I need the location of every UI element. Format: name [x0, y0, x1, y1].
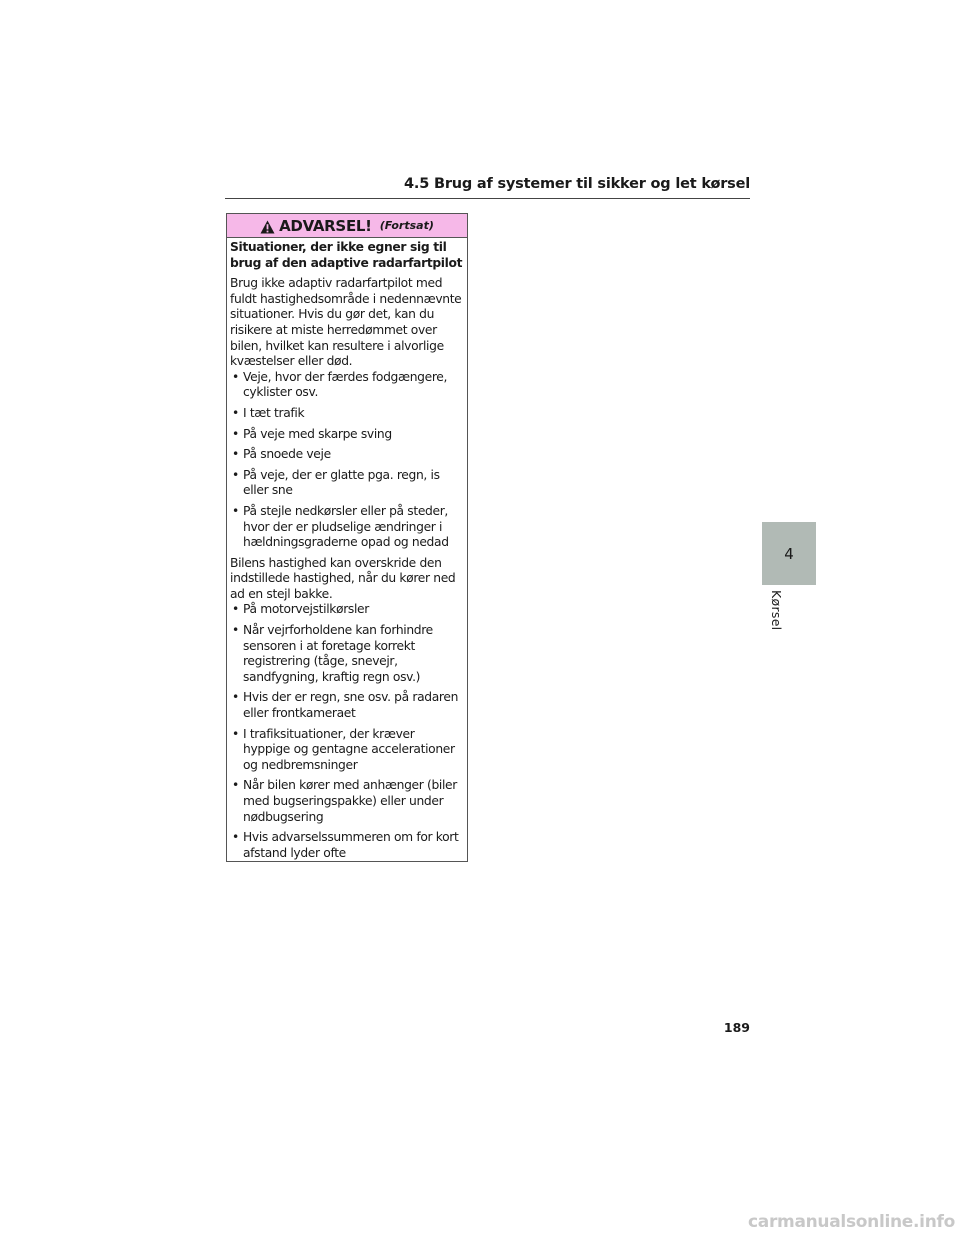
list-item-text: Hvis der er regn, sne osv. på radaren eller frontkameraet	[243, 690, 459, 721]
warning-subheading: Situationer, der ikke egner sig til brug af den adaptive radarfartpilot	[230, 240, 463, 270]
list-item-text: På snoede veje	[243, 447, 331, 462]
bullet-icon: •	[232, 602, 239, 617]
chapter-number: 4	[784, 544, 794, 563]
bullet-icon: •	[232, 447, 239, 462]
chapter-label: Kørsel	[769, 590, 784, 631]
list-item-text: På motorvejstilkørsler	[243, 602, 369, 617]
list-item-text: I trafiksituationer, der kræver hyppige og gentagne accelerationer og nedbremsninger	[243, 726, 455, 772]
bullet-icon: •	[232, 690, 239, 705]
list-item	[230, 468, 464, 499]
list-item	[230, 447, 464, 463]
list-item-text: Veje, hvor der færdes fodgængere, cyklister osv.	[243, 369, 448, 400]
section-header: 4.5 Brug af systemer til sikker og let kørsel	[404, 176, 750, 192]
warning-note: Bilens hastighed kan overskride den indstillede hastighed, når du kører ned ad en stejl bakke.	[230, 555, 456, 601]
list-item	[230, 778, 464, 825]
list-item	[230, 370, 464, 401]
list-item-text: I tæt trafik	[243, 405, 305, 420]
bullet-icon: •	[232, 426, 239, 441]
bullet-icon: •	[232, 369, 239, 384]
list-item	[230, 406, 464, 422]
bullet-icon: •	[232, 778, 239, 793]
list-item	[230, 602, 464, 618]
warning-box	[226, 213, 468, 862]
warning-triangle-icon	[260, 219, 275, 233]
bullet-icon: •	[232, 503, 239, 518]
warning-header	[227, 214, 467, 238]
list-item	[230, 690, 464, 721]
watermark: carmanualsonline.info	[748, 1212, 955, 1232]
warning-intro: Brug ikke adaptiv radarfartpilot med fuldt hastighedsområde i nedennævnte situationer. Hvis du gør det, kan du risikere at miste herredømmet over bilen, hvilket kan resultere i alvorlige kvæstelser eller død.	[230, 276, 462, 369]
list-item	[230, 504, 464, 551]
warning-title: ADVARSEL!	[279, 216, 372, 235]
warning-body	[227, 238, 467, 861]
page-number: 189	[723, 1020, 750, 1035]
bullet-icon: •	[232, 830, 239, 845]
list-item	[230, 727, 464, 774]
list-item-text: På veje med skarpe sving	[243, 426, 392, 441]
bullet-icon: •	[232, 623, 239, 638]
warning-continued-label: (Fortsat)	[379, 219, 434, 232]
list-item	[230, 830, 464, 861]
bullet-icon: •	[232, 467, 239, 482]
list-item	[230, 427, 464, 443]
situation-list-1	[230, 370, 464, 551]
chapter-tab	[762, 522, 816, 585]
bullet-icon: •	[232, 405, 239, 420]
situation-list-2	[230, 602, 464, 861]
list-item-text: På stejle nedkørsler eller på steder, hvor der er pludselige ændringer i hældningsgraderne opad og nedad	[243, 503, 449, 550]
list-item-text: Når vejrforholdene kan forhindre sensoren i at foretage korrekt registrering (tåge, snevejr, sandfygning, kraftig regn osv.)	[243, 623, 433, 684]
list-item-text: På veje, der er glatte pga. regn, is eller sne	[243, 467, 440, 498]
list-item-text: Når bilen kører med anhænger (biler med bugseringspakke) eller under nødbugsering	[243, 778, 457, 824]
list-item	[230, 623, 464, 685]
list-item-text: Hvis advarselssummeren om for kort afstand lyder ofte	[243, 830, 459, 860]
bullet-icon: •	[232, 726, 239, 741]
header-divider	[225, 198, 750, 199]
